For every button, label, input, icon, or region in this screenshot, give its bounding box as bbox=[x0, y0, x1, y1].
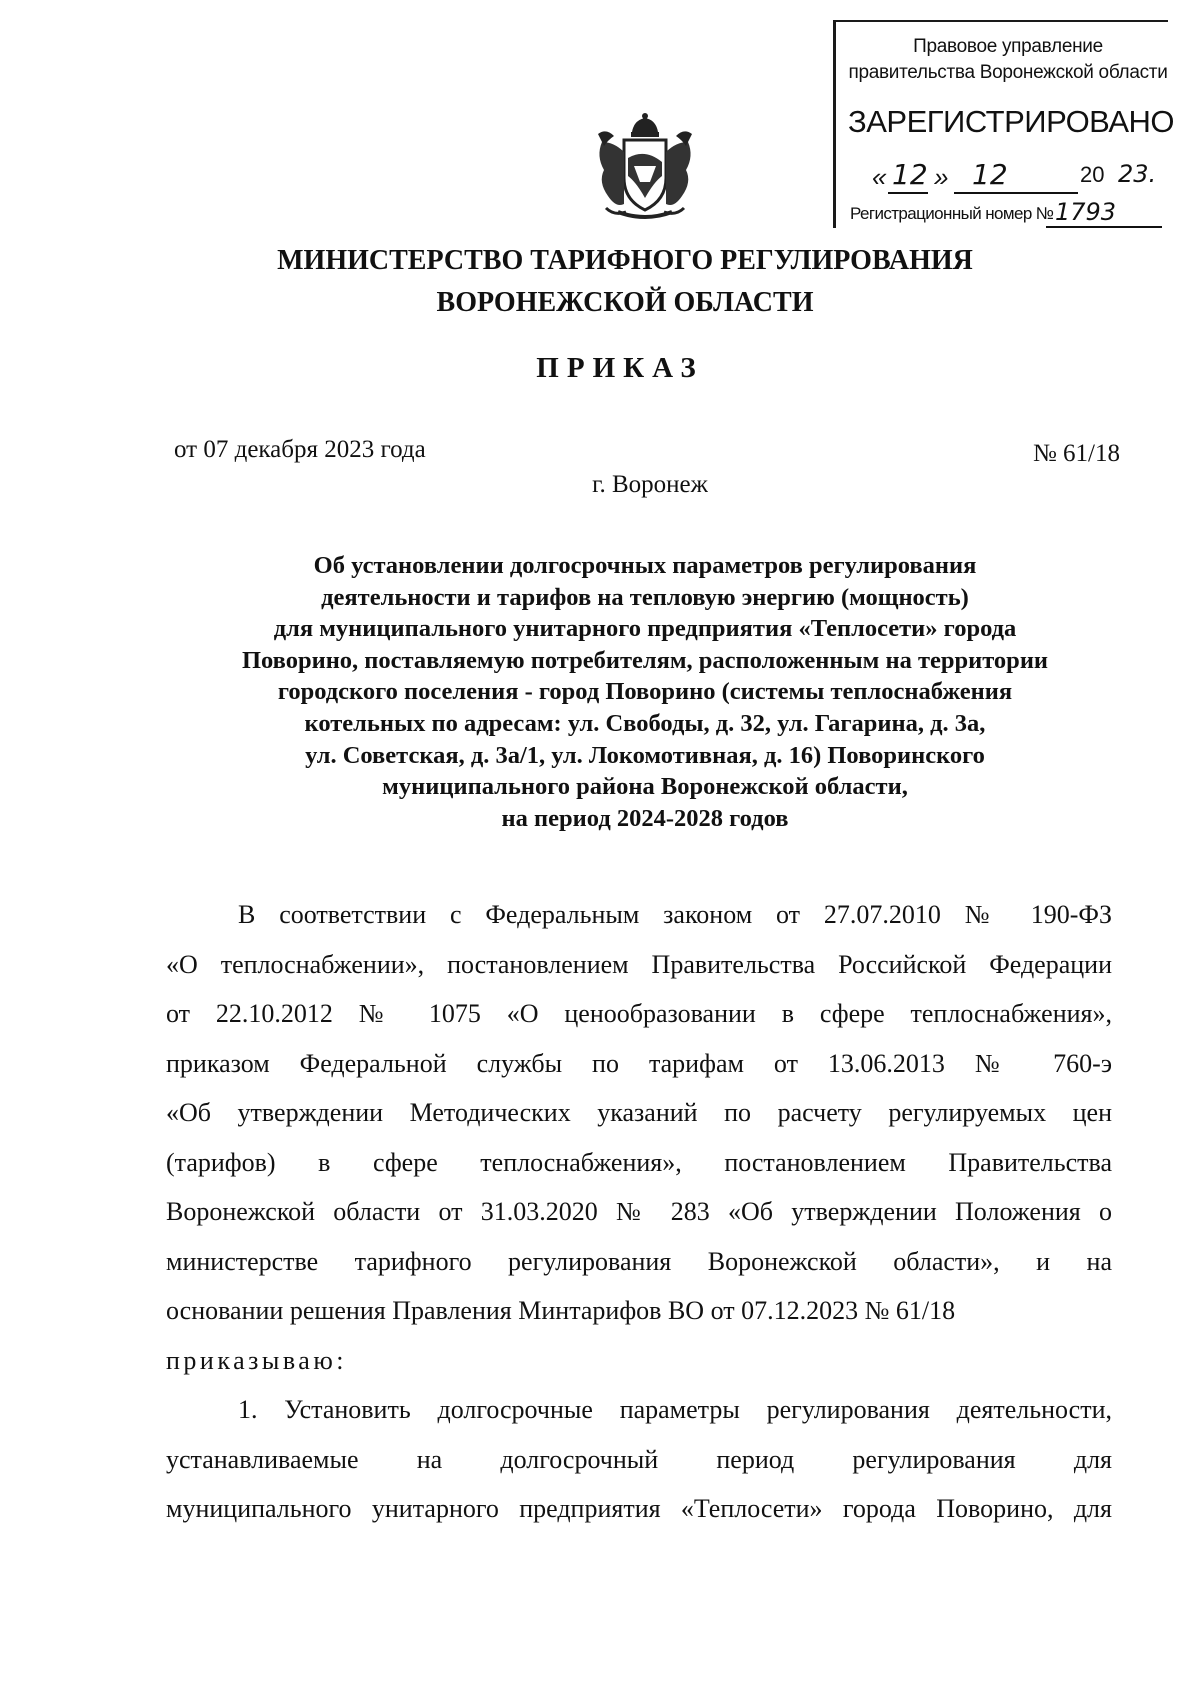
preamble-line: приказом Федеральной службы по тарифам от 13.06.2013 № 760-э bbox=[166, 1048, 1112, 1078]
stamp-date-year-suffix: 23. bbox=[1118, 160, 1157, 188]
stamp-date-day: 12 bbox=[892, 158, 928, 191]
stamp-status: ЗАРЕГИСТРИРОВАНО bbox=[848, 104, 1175, 139]
preamble-line: основании решения Правления Минтарифов ВО от 07.12.2023 № 61/18 bbox=[166, 1296, 956, 1325]
subject-line: на период 2024-2028 годов bbox=[501, 804, 789, 832]
stamp-registration-number bbox=[850, 198, 1168, 226]
subject-line: Об установлении долгосрочных параметров регулирования bbox=[313, 552, 977, 579]
document-body bbox=[166, 890, 1112, 1534]
document-subject bbox=[160, 550, 1130, 834]
stamp-registration-number-underline bbox=[1046, 226, 1162, 228]
preamble-line: В соответствии с Федеральным законом от 27.07.2010 № 190-ФЗ bbox=[238, 900, 1112, 929]
item1-line: устанавливаемые на долгосрочный период регулирования для bbox=[166, 1444, 1112, 1474]
preamble-line: от 22.10.2012 № 1075 «О ценообразовании в сфере теплоснабжения», bbox=[166, 999, 1112, 1028]
stamp-date-month: 12 bbox=[972, 158, 1008, 191]
document-date: от 07 декабря 2023 года bbox=[174, 436, 426, 463]
stamp-date-month-underline bbox=[954, 192, 1078, 194]
document-city: г. Воронеж bbox=[592, 471, 708, 498]
stamp-organization: Правовое управление правительства Воронежской области bbox=[848, 36, 1168, 83]
preamble-line: «Об утверждении Методических указаний по расчету регулируемых цен bbox=[166, 1098, 1112, 1127]
registration-stamp bbox=[833, 20, 1175, 228]
preamble-line: Воронежской области от 31.03.2020 № 283 «Об утверждении Положения о bbox=[166, 1197, 1112, 1226]
stamp-date-day-underline bbox=[888, 192, 928, 194]
preamble-line: «О теплоснабжении», постановлением Правительства Российской Федерации bbox=[166, 949, 1112, 979]
ministry-title-line1: МИНИСТЕРСТВО ТАРИФНОГО РЕГУЛИРОВАНИЯ bbox=[277, 245, 973, 276]
coat-of-arms-icon bbox=[594, 112, 696, 220]
preamble-line: (тарифов) в сфере теплоснабжения», постановлением Правительства bbox=[166, 1147, 1112, 1177]
subject-line: ул. Советская, д. 3а/1, ул. Локомотивная, д. 16) Поворинского bbox=[305, 741, 985, 769]
ministry-title-line2: ВОРОНЕЖСКОЙ ОБЛАСТИ bbox=[436, 287, 814, 318]
stamp-registration-number-value: 1793 bbox=[1055, 198, 1117, 226]
preamble-line: министерстве тарифного регулирования Воронежской области», и на bbox=[166, 1246, 1112, 1276]
subject-line: муниципального района Воронежской области, bbox=[382, 773, 908, 801]
subject-line: городского поселения - город Поворино (системы теплоснабжения bbox=[277, 678, 1013, 706]
subject-line: котельных по адресам: ул. Свободы, д. 32, ул. Гагарина, д. 3а, bbox=[304, 709, 986, 737]
item1-line: муниципального унитарного предприятия «Теплосети» города Поворино, для bbox=[166, 1494, 1112, 1523]
item1-line: 1. Установить долгосрочные параметры регулирования деятельности, bbox=[238, 1395, 1112, 1424]
stamp-date-year-prefix: 20 bbox=[1080, 162, 1105, 187]
ministry-title bbox=[0, 240, 1200, 324]
subject-line: деятельности и тарифов на тепловую энергию (мощность) bbox=[321, 583, 969, 611]
order-word: приказываю: bbox=[166, 1345, 347, 1375]
stamp-date-close-quote: » bbox=[934, 162, 949, 192]
subject-line: для муниципального унитарного предприятия «Теплосети» города bbox=[273, 615, 1017, 643]
stamp-registration-number-label: Регистрационный номер № bbox=[850, 204, 1054, 223]
document-type: ПРИКАЗ bbox=[536, 352, 704, 384]
subject-line: Поворино, поставляемую потребителям, расположенным на территории bbox=[241, 646, 1049, 674]
stamp-date bbox=[872, 158, 1172, 198]
document-number: № 61/18 bbox=[1032, 440, 1120, 467]
stamp-date-open-quote: « bbox=[872, 162, 887, 192]
